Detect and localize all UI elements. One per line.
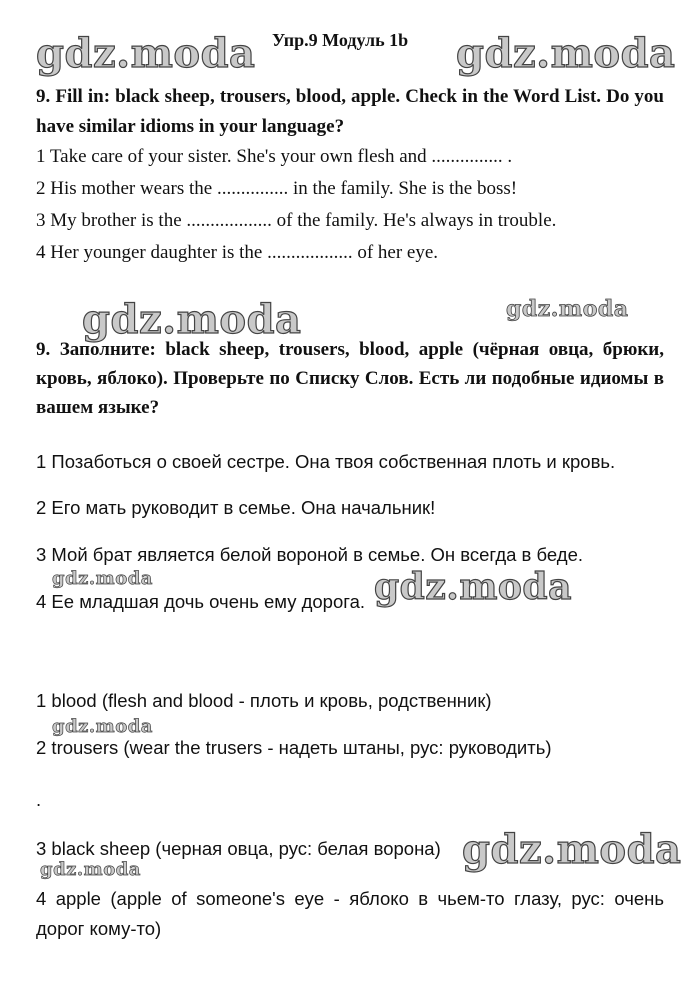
page-title: Упр.9 Модуль 1b — [272, 30, 409, 50]
watermark-logo: gdz.moda — [82, 296, 302, 343]
watermark-logo: gdz.moda — [52, 716, 153, 737]
answer-item-3: 3 black sheep (черная овца, рус: белая ворона) — [36, 838, 441, 859]
answer-item-1: 1 blood (flesh and blood - плоть и кровь, родственник) — [36, 690, 492, 711]
watermark-logo: gdz.moda — [374, 566, 572, 608]
watermark-logo: gdz.moda — [506, 296, 629, 322]
english-item-3: 3 My brother is the .................. of the family. He's always in trouble. — [36, 210, 557, 231]
russian-item-2: 2 Его мать руководит в семье. Она начальник! — [36, 497, 436, 518]
russian-item-1: 1 Позаботься о своей сестре. Она твоя собственная плоть и кровь. — [36, 451, 616, 472]
watermark-logo: gdz.moda — [462, 826, 682, 873]
english-item-4: 4 Her younger daughter is the .................. of her eye. — [36, 242, 439, 263]
english-task-text: 9. Fill in: black sheep, trousers, blood, apple. Check in the Word List. Do you have similar idioms in your language? — [36, 86, 664, 137]
english-item-1: 1 Take care of your sister. She's your own flesh and ............... . — [36, 146, 513, 167]
answer-item-4: 4 apple (apple of someone's eye - яблоко в чьем-то глазу, рус: очень дорог кому-то) — [36, 888, 664, 939]
watermark-logo: gdz.moda — [456, 30, 676, 77]
russian-task-text: 9. Заполните: black sheep, trousers, blood, apple (чёрная овца, брюки, кровь, яблоко). Проверьте по Списку Слов. Есть ли подобные идиомы в вашем языке? — [36, 339, 664, 418]
answer-item-dot: . — [36, 789, 42, 810]
answer-item-2: 2 trousers (wear the trusers - надеть штаны, рус: руководить) — [36, 737, 552, 758]
watermark-logo: gdz.moda — [52, 568, 153, 589]
watermark-logo: gdz.moda — [40, 859, 141, 880]
russian-item-4: 4 Ее младшая дочь очень ему дорога. — [36, 591, 366, 612]
english-item-2: 2 His mother wears the ............... in the family. She is the boss! — [36, 178, 518, 199]
russian-item-3: 3 Мой брат является белой вороной в семье. Он всегда в беде. — [36, 544, 584, 565]
watermark-logo: gdz.moda — [36, 30, 256, 77]
